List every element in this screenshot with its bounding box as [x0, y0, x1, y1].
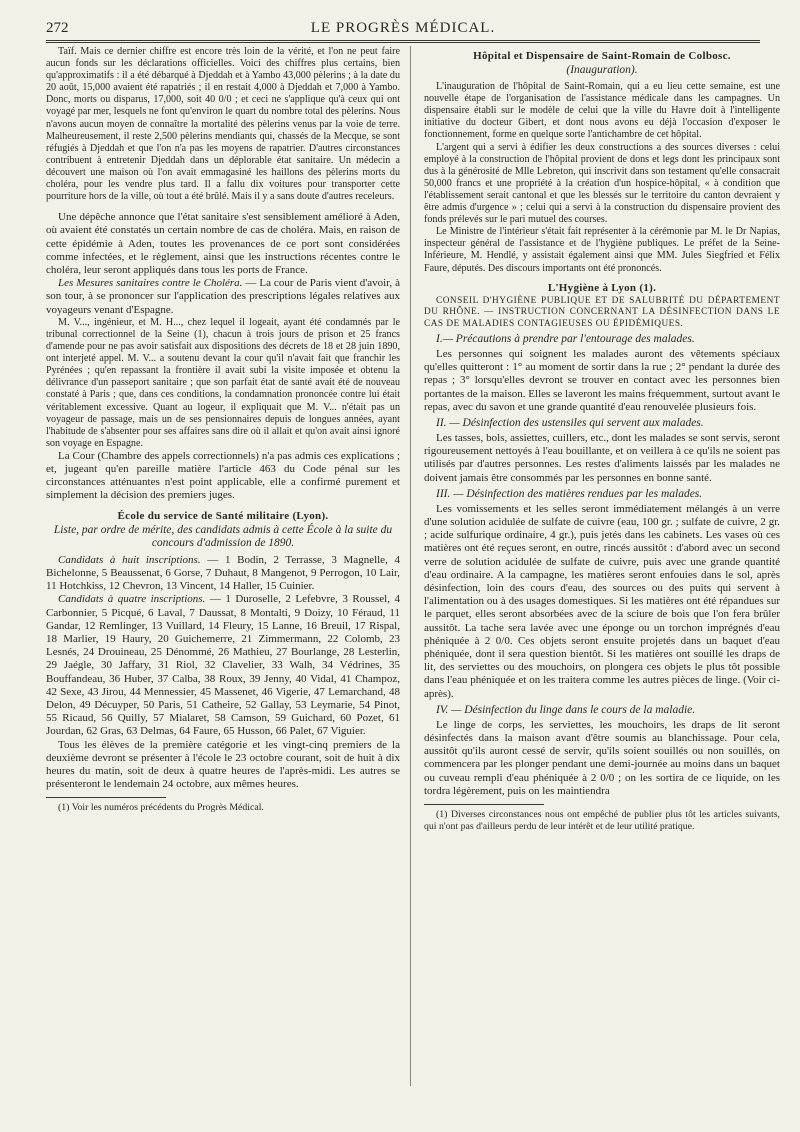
school-heading: École du service de Santé militaire (Lyon).: [117, 509, 329, 522]
hospital-heading: Hôpital et Dispensaire de Saint-Romain de Colbosc.: [473, 50, 731, 62]
list-eight-names: — 1 Bodin, 2 Terrasse, 3 Magnelle, 4 Bichelonne, 5 Beaussenat, 6 Gorse, 7 Duhaut, 8 Mangenot, 9 Perrogon, 10 Lair, 11 Hotchkiss, 12 Chevron, 13 Vincent, 14 Haller, 15 Cuinier.: [46, 553, 400, 593]
right-column: [424, 46, 780, 832]
paragraph-aden: Une dépêche annonce que l'état sanitaire s'est sensiblement amélioré à Aden, où avaient été constatés un certain nombre de cas de choléra. Mais, en raison de cette épidémie à Aden, toutes les provenances de ce port sont considérées comme infectées, et le règlement, ainsi que les instructions récentes contre le choléra, leur seront appliqués dans tous les ports de France.: [46, 211, 400, 277]
mesures-text: — La cour de Paris vient d'avoir, à son tour, à se prononcer sur l'application des prescriptions légales relatives aux voyageurs venant d'Espagne.: [46, 277, 400, 316]
paragraph-linge: Le linge de corps, les serviettes, les mouchoirs, les draps de lit seront désinfectés dans la maison avant d'être soumis au blanchissage. Pour cela, aussitôt qu'ils auront cessé de servir, qu'ils soient souillés ou non souillés, on commencera par les plonger pendant une demi-journée au moins dans un baquet ou cuveau rempli d'eau phéniquée à 2 0/0 ; on les sortira de ce liquide, on les tordra légèrement, puis on les maintiendra: [424, 718, 780, 797]
subheading-ustensiles: II. — Désinfection des ustensiles qui servent aux malades.: [436, 416, 704, 429]
list-four-label: Candidats à quatre inscriptions.: [58, 593, 206, 606]
footnote-left: (1) Voir les numéros précédents du Progrès Médical.: [58, 802, 264, 814]
hygiene-council-heading: CONSEIL D'HYGIÈNE PUBLIQUE ET DE SALUBRITÉ DU DÉPARTEMENT DU RHÔNE. — INSTRUCTION CONCERNANT LA DÉSINFECTION DANS LE CAS DE MALADIES CONTAGIEUSES OU ÉPIDÉMIQUES.: [424, 295, 780, 329]
page-header: [46, 14, 760, 43]
paragraph-convocation: Tous les élèves de la première catégorie et les vingt-cinq premiers de la deuxième devront se présenter à l'école le 23 octobre courant, soit de huit à dix heures du matin, soit de deux à quatre heures de l'après-midi. Les autres se présenteront le lendemain 24 octobre, aux mêmes heures.: [46, 738, 400, 791]
school-subheading: Liste, par ordre de mérite, des candidats admis à cette École à la suite du concours d'admission de 1890.: [53, 523, 393, 549]
paragraph-ceremony: Le Ministre de l'intérieur s'était fait représenter à la cérémonie par M. le Dr Napias, inspecteur général de l'assistance et de l'hygiène publiques. Le préfet de la Seine-Inférieure, M. Hendlé, y assistait également ainsi que MM. Jules Siegfried et Félix Faure, députés. Des discours importants ont été prononcés.: [424, 226, 780, 274]
page-number: 272: [46, 20, 69, 36]
list-four-inscriptions: [46, 593, 400, 738]
footnote-rule: [46, 797, 166, 798]
paragraph-matieres: Les vomissements et les selles seront immédiatement mélangés à un verre d'une solution acidulée de sulfate de cuivre (eau, 100 gr. ; sulfate de cuivre, 2 gr. ; acide sulfurique ordinaire, 4 gr.), puis jetés dans les cabinets. Les vases où ces matières ont été reçues seront, en outre, rincés aussitôt : d'abord avec un second verre de solution acidulée de sulfate de cuivre, puis avec une grande quantité d'eau ordinaire. A la campagne, les matières seront enfouies dans le sol, après désinfection, loin des cours d'eau, des sources ou des puits qui servent à l'alimentation ou à des usages domestiques. Si les matières ont été répandues sur le parquet, elles seront absorbées avec de la sciure de bois que l'on fera brûler aussitôt. La tache sera lavée avec une éponge ou un torchon imprégnés d'eau phéniquée à 2 0/0. Ces objets seront ensuite projetés dans un baquet d'eau phéniquée, dont il sera question bientôt. Si les matières ont souillé les draps de lit, des serviettes ou des mouchoirs, on plongera ces objets le plus tôt possible dans l'eau phéniquée et on les traitera comme les autres pièces de linge. (Voir ci-après).: [424, 502, 780, 700]
list-eight-label: Candidats à huit inscriptions.: [58, 553, 201, 566]
paragraph-case: M. V..., ingénieur, et M. H..., chez lequel il logeait, ayant été condamnés par le tribunal correctionnel de la Seine (1), chacun à trois jours de prison et 25 francs d'amende pour ne pas avoir satisfait aux dispositions des décrets de 18 et 28 juin 1890, ont interjeté appel. M. V... a soutenu devant la cour qu'il n'avait fait que franchir les Pyrénées ; qu'en repassant la frontière il avait subi la visite imposée et obtenu la délivrance d'un passeport sanitaire ; que son parfait état de santé avait été de nouveau constaté à Paris ; que, dans ces conditions, la condamnation prononcée contre lui était véritablement excessive. Quant au logeur, il expliquait que M. V... n'était pas un voyageur de passage, mais un de ses pensionnaires depuis de longues années, ayant l'habitude de s'absenter pour ses affaires sans dire où il allait et qu'on avait ainsi ignoré son voyage en Espagne.: [46, 316, 400, 449]
footnote-right: (1) Diverses circonstances nous ont empêché de publier plus tôt les articles suivants, qui n'ont pas d'ailleurs perdu de leur intérêt et de leur utilité pratique.: [424, 809, 780, 832]
list-eight-inscriptions: [46, 554, 400, 594]
candidates-lists: [46, 554, 400, 739]
hospital-subheading: (Inauguration).: [566, 64, 638, 77]
column-divider: [410, 46, 411, 1086]
list-four-names: — 1 Duroselle, 2 Lefebvre, 3 Roussel, 4 Carbonnier, 5 Picqué, 6 Laval, 7 Daussat, 8 Montalti, 9 Doizy, 10 Féraud, 11 Gandar, 12 Remlinger, 13 Vuillard, 14 Fleury, 15 Lanne, 16 Breuil, 17 Rispal, 18 Marlier, 19 Haury, 20 Guichemerre, 21 Zimmermann, 22 Colomb, 23 Lesnés, 24 Drouineau, 25 Dénommé, 26 Mathieu, 27 Bourlange, 28 Lesterlin, 29 Jaégle, 30 Jaffary, 31 Riol, 32 Clavelier, 33 Walh, 34 Védrines, 35 Bouffandeau, 36 Huber, 37 Calba, 38 Roux, 39 Jenny, 40 Vidal, 41 Champoz, 42 Sexe, 43 Jirou, 44 Mennessier, 45 Massenet, 46 Vigerie, 47 Lemarchand, 48 Delon, 49 Décuyper, 50 Paris, 51 Catheire, 52 Gallay, 53 Leymarie, 54 Pinot, 55 Ricaud, 56 Quilly, 57 Mialaret, 58 Camson, 59 Guichard, 60 Pozet, 61 Jourdan, 62 Gras, 63 Delmas, 64 Faure, 65 Husson, 66 Palet, 67 Viguier.: [46, 593, 400, 738]
paragraph-mesures: [46, 277, 400, 317]
subheading-linge: IV. — Désinfection du linge dans le cours de la maladie.: [436, 703, 696, 716]
paragraph-pilgrims: Taïf. Mais ce dernier chiffre est encore très loin de la vérité, et l'on ne peut faire aucun fonds sur les déclarations officielles. Voici des chiffres plus certains, bien qu'approximatifs : il a été débarqué à Djeddah et à Yambo 43,000 pèlerins ; à la date du 20 août, 15,000 avaient été rapatriés ; il en restait 4,000 à Djeddah et 7,000 à Yambo. Donc, morts ou disparus, 17,000, soit 40 0/0 ; et ceci ne s'applique qu'à ceux qui ont voyagé par mer, lesquels ne font qu'environ le quart du nombre total des pèlerins. Nous n'avons aucun moyen de connaître la mortalité des pèlerins venus par la voie de terre. Malheureusement, il reste 2,500 pèlerins mendiants qui, chassés de la Mecque, se sont réfugiés à Djeddah et que l'on n'a pas les moyens de rapatrier. D'autres circonstances contribuent à entretenir Djeddah dans un déplorable état sanitaire. Un médecin a découvert une maison où l'on avait emmagasiné les haillons des pèlerins morts du choléra, pour les vendre plus tard. Il a fallu dix voitures pour transporter cette pourriture hors de la ville, où tout a été brûlé. Mais il y a sans doute d'autres receleurs.: [46, 46, 400, 203]
paragraph-ustensiles: Les tasses, bols, assiettes, cuillers, etc., dont les malades se sont servis, seront rigoureusement nettoyés à l'eau bouillante, et on veillera à ce qu'ils ne soient pas utilisés par d'autres personnes. Les restes d'aliments laissés par les malades ne doivent jamais être consommés par les personnes en bonne santé.: [424, 431, 780, 484]
subheading-matieres: III. — Désinfection des matières rendues par les malades.: [436, 487, 703, 500]
hygiene-heading: L'Hygiène à Lyon (1).: [547, 281, 657, 294]
paragraph-funding: L'argent qui a servi à édifier les deux constructions a des sources diverses : celui employé à la construction de l'hôpital provient de dons et legs dont les principaux sont dus à la générosité de Mlle Lebreton, qui inscrivit dans son testament qu'elle consacrait 50,000 francs et une propriété à la création d'un hospice-hôpital, « à condition que l'établissement serait cantonal et que les blessés sur le territoire du canton devraient y être admis d'urgence » ; celui qui a servi à la construction du dispensaire provient des fonds prélevés sur le pari mutuel des courses.: [424, 141, 780, 226]
mesures-heading: Les Mesures sanitaires contre le Choléra.: [58, 277, 243, 290]
footnote-rule-right: [424, 804, 544, 805]
paragraph-precautions: Les personnes qui soignent les malades auront des vêtements spéciaux qu'elles quitteront : 1° au moment de sortir dans la rue ; 2° pendant la durée des repas ; 3° lorsqu'elles devront se trouver en contact avec les personnes bien portantes de la maison. Elles se laveront les mains fréquemment, surtout avant le repas, avec du savon et une grande quantité d'eau renouvelée plusieurs fois.: [424, 347, 780, 413]
paragraph-cour: La Cour (Chambre des appels correctionnels) n'a pas admis ces explications ; et, jugeant qu'en pareille matière l'article 463 du Code pénal sur les circonstances atténuantes n'est point applicable, elle a confirmé purement et simplement la décision des premiers juges.: [46, 449, 400, 502]
paragraph-inauguration: L'inauguration de l'hôpital de Saint-Romain, qui a eu lieu cette semaine, est une nouvelle étape de l'organisation de l'assistance médicale dans les campagnes. Un dispensaire établi sur le modèle de celui que la ville du Havre doit à l'intelligente initiative du docteur Gibert, et dont nous avons eu déjà l'occasion d'exposer le fonctionnement, forme en quelque sorte l'antichambre de cet hôpital.: [424, 81, 780, 141]
left-column: [46, 46, 400, 814]
journal-title: LE PROGRÈS MÉDICAL.: [310, 20, 496, 36]
subheading-precautions: I.— Précautions à prendre par l'entourage des malades.: [436, 332, 695, 345]
